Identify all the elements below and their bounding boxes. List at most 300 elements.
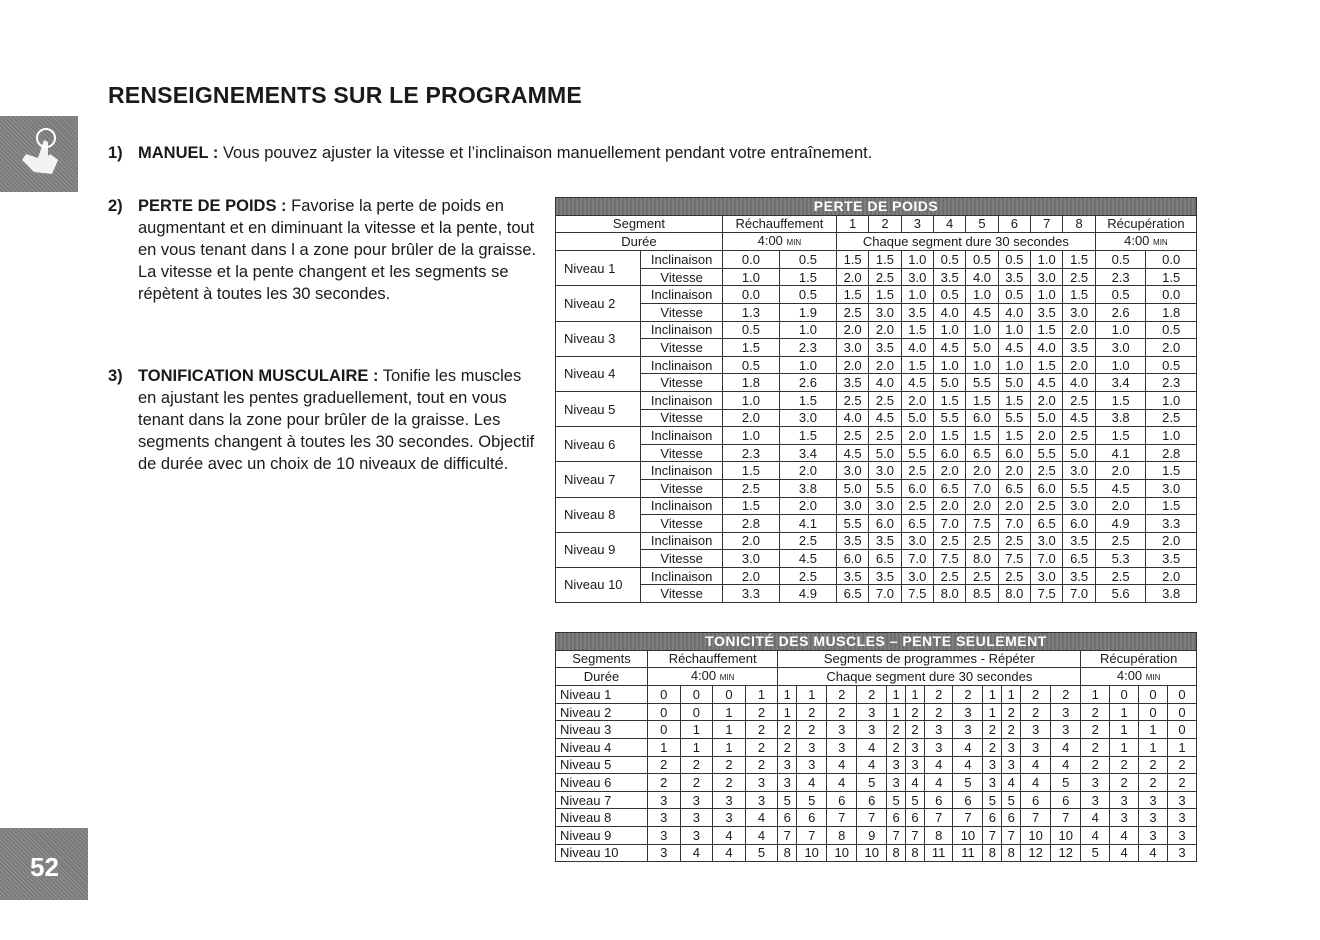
table-cell: 8: [924, 826, 953, 844]
level-label: Niveau 8: [556, 497, 641, 532]
table-cell: 2: [1002, 721, 1021, 739]
table-cell: 4.0: [1031, 339, 1063, 357]
table-cell: 6: [827, 791, 857, 809]
table-cell: 4: [1051, 738, 1081, 756]
table-cell: 1.5: [722, 497, 779, 515]
item-text: Tonifie les muscles en ajustant les pentes graduellement, tout en vous tenant dans la zone pour brûler de la graisse. Les segments changent à toutes les 30 secondes. Objectif de durée avec un choix de 10 niveaux de difficulté.: [138, 367, 535, 473]
table-cell: 6.5: [998, 479, 1030, 497]
row-type-label: Vitesse: [641, 374, 723, 392]
table-cell: 3.0: [869, 497, 901, 515]
table-cell: 2: [797, 703, 827, 721]
table-cell: 1.0: [1031, 286, 1063, 304]
table-cell: 5: [983, 791, 1002, 809]
table-cell: 4.1: [1095, 444, 1146, 462]
table-cell: 4: [745, 809, 778, 827]
column-header: 1: [836, 215, 868, 233]
level-label: Niveau 7: [556, 791, 648, 809]
table-cell: 3.5: [836, 374, 868, 392]
level-label: Niveau 9: [556, 532, 641, 567]
table-cell: 5: [778, 791, 797, 809]
table-cell: 3.5: [836, 532, 868, 550]
table-cell: 4: [713, 844, 746, 862]
level-label: Niveau 2: [556, 703, 648, 721]
table-cell: 3: [983, 774, 1002, 792]
table-cell: 1.5: [1146, 497, 1197, 515]
table-cell: 3: [887, 756, 906, 774]
table-cell: 1.5: [1031, 356, 1063, 374]
table-cell: 4: [953, 738, 983, 756]
table-cell: 2.5: [933, 532, 965, 550]
row-type-label: Vitesse: [641, 303, 723, 321]
table-cell: 5.0: [1031, 409, 1063, 427]
table-cell: 10: [953, 826, 983, 844]
table-cell: 2.0: [933, 462, 965, 480]
table-cell: 2: [745, 756, 778, 774]
table-cell: 3.0: [1063, 497, 1095, 515]
table-cell: 2: [745, 721, 778, 739]
table-cell: 6.0: [901, 479, 933, 497]
table-cell: 4: [1081, 826, 1110, 844]
table-cell: 5.3: [1095, 550, 1146, 568]
table-cell: 2.3: [1146, 374, 1197, 392]
table-cell: 1: [1139, 738, 1168, 756]
level-label: Niveau 1: [556, 251, 641, 286]
table-cell: 5.5: [1063, 479, 1095, 497]
table-cell: 3: [1002, 738, 1021, 756]
level-label: Niveau 6: [556, 774, 648, 792]
table-row: [556, 497, 1197, 515]
table-band-row: [556, 198, 1197, 216]
table-cell: 3: [827, 721, 857, 739]
table-cell: 1.5: [1063, 251, 1095, 269]
table-cell: 2.6: [779, 374, 836, 392]
table-cell: 3: [906, 738, 925, 756]
table-cell: 1: [887, 703, 906, 721]
warmup-duration: [647, 668, 777, 686]
table-cell: 0.0: [722, 251, 779, 269]
table-cell: 1.0: [722, 427, 779, 445]
column-header: 7: [1031, 215, 1063, 233]
table-cell: 1.0: [901, 251, 933, 269]
table-cell: 3.0: [1031, 268, 1063, 286]
column-header: 3: [901, 215, 933, 233]
item-number: 3): [108, 367, 123, 385]
table-cell: 3.0: [779, 409, 836, 427]
table-cell: 3.5: [1063, 532, 1095, 550]
table-cell: 2: [887, 738, 906, 756]
table-cell: 2.0: [869, 321, 901, 339]
item-label: MANUEL :: [138, 144, 219, 162]
column-header: Segments: [556, 650, 648, 668]
table-cell: 3.5: [1146, 550, 1197, 568]
table-cell: 0: [680, 686, 713, 704]
row-type-label: Inclinaison: [641, 497, 723, 515]
table-cell: 1.0: [722, 268, 779, 286]
table-cell: 1: [680, 738, 713, 756]
table-cell: 1.5: [1095, 391, 1146, 409]
table-cell: 1.5: [998, 391, 1030, 409]
table-cell: 2: [983, 738, 1002, 756]
table-row: [556, 409, 1197, 427]
table-row: [556, 738, 1197, 756]
table-cell: 1.5: [1146, 462, 1197, 480]
table-cell: 2: [924, 686, 953, 704]
table-cell: 3.4: [779, 444, 836, 462]
duration-value: 4:00: [690, 668, 717, 684]
table-row: [556, 251, 1197, 269]
table-cell: 2.0: [836, 268, 868, 286]
table-cell: 1.5: [966, 391, 998, 409]
table-cell: 2.3: [1095, 268, 1146, 286]
table-cell: 1.0: [933, 356, 965, 374]
item-number: 2): [108, 197, 123, 215]
min-unit: MIN: [1153, 238, 1168, 248]
table-cell: 2: [1110, 774, 1139, 792]
table-cell: 2.5: [998, 532, 1030, 550]
table-cell: 3: [1167, 809, 1196, 827]
table-cell: 7.0: [1063, 585, 1095, 603]
table-row: [556, 339, 1197, 357]
min-unit: MIN: [786, 238, 802, 248]
table-cell: 3: [745, 791, 778, 809]
table-cell: 2: [1002, 703, 1021, 721]
table-cell: 0.5: [933, 251, 965, 269]
table-cell: 1.0: [966, 321, 998, 339]
table-cell: 0.0: [722, 286, 779, 304]
table-cell: 2: [778, 721, 797, 739]
table-cell: 2.8: [722, 515, 779, 533]
table-cell: 2: [887, 721, 906, 739]
table-cell: 2.0: [779, 497, 836, 515]
table-row: [556, 286, 1197, 304]
table-cell: 2.0: [1146, 339, 1197, 357]
table-cell: 7: [887, 826, 906, 844]
table-cell: 7.5: [1031, 585, 1063, 603]
table-cell: 2.0: [1095, 497, 1146, 515]
row-type-label: Vitesse: [641, 268, 723, 286]
table-cell: 1: [983, 686, 1002, 704]
table-cell: 1.0: [1095, 356, 1146, 374]
table-cell: 1: [1081, 686, 1110, 704]
table-cell: 4: [680, 844, 713, 862]
table-cell: 2.5: [1063, 427, 1095, 445]
table-cell: 6: [857, 791, 887, 809]
table-cell: 3: [647, 844, 680, 862]
table-cell: 5: [1002, 791, 1021, 809]
table-cell: 6.5: [933, 479, 965, 497]
table-cell: 4.5: [869, 409, 901, 427]
table-row: [556, 532, 1197, 550]
item-text: Favorise la perte de poids en augmentant et en diminuant la vitesse et la pente, tout en vous tenant dans l a zone pour brûler de la graisse. La vitesse et la pente changent et les segments se répètent à toutes les 30 secondes.: [138, 197, 537, 303]
table-cell: 0: [680, 703, 713, 721]
table-cell: 1.5: [1146, 268, 1197, 286]
table-cell: 2: [953, 686, 983, 704]
table-cell: 11: [924, 844, 953, 862]
table-cell: 6: [953, 791, 983, 809]
table-cell: 4: [1081, 809, 1110, 827]
table-cell: 1.3: [722, 303, 779, 321]
table-cell: 1.0: [966, 286, 998, 304]
level-label: Niveau 3: [556, 321, 641, 356]
table-cell: 4: [1021, 774, 1051, 792]
table-cell: 2: [647, 756, 680, 774]
table-row: [556, 427, 1197, 445]
table-cell: 1.0: [901, 286, 933, 304]
table-row: [556, 479, 1197, 497]
table-cell: 0.5: [998, 286, 1030, 304]
table-cell: 1.5: [901, 321, 933, 339]
row-type-label: Vitesse: [641, 444, 723, 462]
level-label: Niveau 6: [556, 427, 641, 462]
table-cell: 2.5: [836, 303, 868, 321]
table-cell: 2.0: [933, 497, 965, 515]
table-cell: 1.5: [869, 286, 901, 304]
table-cell: 3.5: [869, 339, 901, 357]
table-row: [556, 721, 1197, 739]
table-row: [556, 826, 1197, 844]
table-cell: 6.5: [869, 550, 901, 568]
warmup-duration: [722, 233, 836, 251]
table-cell: 3.0: [1063, 462, 1095, 480]
table-cell: 0.5: [933, 286, 965, 304]
table-cell: 2.0: [1146, 567, 1197, 585]
table-cell: 7: [1002, 826, 1021, 844]
table-row: [556, 686, 1197, 704]
table-cell: 2: [1139, 756, 1168, 774]
table-cell: 2: [1081, 756, 1110, 774]
table-cell: 1.9: [779, 303, 836, 321]
table-cell: 1: [1139, 721, 1168, 739]
table-cell: 1.5: [998, 427, 1030, 445]
table-cell: 3: [647, 826, 680, 844]
table-cell: 7.0: [998, 515, 1030, 533]
table-cell: 8: [778, 844, 797, 862]
table-cell: 5.5: [901, 444, 933, 462]
table-cell: 0: [1167, 703, 1196, 721]
row-type-label: Vitesse: [641, 585, 723, 603]
table-cell: 6.5: [1063, 550, 1095, 568]
table-cell: 5: [953, 774, 983, 792]
item-number: 1): [108, 144, 123, 162]
table-cell: 0.5: [722, 356, 779, 374]
table-cell: 3.0: [1031, 567, 1063, 585]
table-cell: 3: [647, 809, 680, 827]
table-cell: 2.5: [779, 567, 836, 585]
table-cell: 0: [1139, 686, 1168, 704]
table-cell: 6: [797, 809, 827, 827]
table-cell: 3.0: [1063, 303, 1095, 321]
table-cell: 1: [1110, 703, 1139, 721]
table-cell: 2.3: [779, 339, 836, 357]
table-cell: 1.0: [966, 356, 998, 374]
table-cell: 8.0: [966, 550, 998, 568]
column-header: Réchauffement: [647, 650, 777, 668]
table-cell: 10: [1021, 826, 1051, 844]
item-label: PERTE DE POIDS :: [138, 197, 287, 215]
table-cell: 2: [680, 756, 713, 774]
table-cell: 3.0: [836, 339, 868, 357]
table-cell: 3.0: [901, 268, 933, 286]
table-cell: 0: [1110, 686, 1139, 704]
table-cell: 2: [1051, 686, 1081, 704]
table-cell: 7: [953, 809, 983, 827]
min-unit: MIN: [1145, 673, 1161, 683]
table-cell: 2.0: [1095, 462, 1146, 480]
table-cell: 3: [1139, 809, 1168, 827]
duration-value: 4:00: [1124, 233, 1150, 249]
table-cell: 0.5: [779, 286, 836, 304]
table-band: TONICITÉ DES MUSCLES – PENTE SEULEMENT: [556, 633, 1197, 651]
table-cell: 4.1: [779, 515, 836, 533]
table-cell: 7: [983, 826, 1002, 844]
table-cell: 3: [1167, 826, 1196, 844]
table-cell: 10: [797, 844, 827, 862]
table-cell: 4.5: [836, 444, 868, 462]
table-cell: 3: [680, 809, 713, 827]
table-cell: 2.0: [1031, 427, 1063, 445]
muscle-tone-table: [555, 632, 1197, 862]
table-cell: 7: [906, 826, 925, 844]
table-cell: 5: [906, 791, 925, 809]
table-cell: 3: [983, 756, 1002, 774]
table-cell: 2: [1167, 756, 1196, 774]
table-cell: 2.0: [836, 356, 868, 374]
table-cell: 1.0: [722, 391, 779, 409]
table-cell: 3: [953, 721, 983, 739]
table-cell: 5: [857, 774, 887, 792]
column-header: Réchauffement: [722, 215, 836, 233]
row-type-label: Vitesse: [641, 479, 723, 497]
table-cell: 0.5: [1146, 356, 1197, 374]
row-type-label: Inclinaison: [641, 356, 723, 374]
table-cell: 2.5: [836, 391, 868, 409]
table-cell: 1.5: [836, 286, 868, 304]
table-cell: 4: [1002, 774, 1021, 792]
table-cell: 4: [1110, 826, 1139, 844]
table-cell: 4: [827, 774, 857, 792]
table-cell: 3: [1002, 756, 1021, 774]
table-cell: 5.0: [998, 374, 1030, 392]
duration-value: 4:00: [1116, 668, 1143, 684]
table-cell: 6: [983, 809, 1002, 827]
level-label: Niveau 7: [556, 462, 641, 497]
table-cell: 7.0: [966, 479, 998, 497]
table-cell: 0: [713, 686, 746, 704]
table-cell: 1: [797, 686, 827, 704]
row-type-label: Inclinaison: [641, 567, 723, 585]
item-text: Vous pouvez ajuster la vitesse et l’inclinaison manuellement pendant votre entraînement.: [218, 144, 873, 162]
table-cell: 3: [1021, 721, 1051, 739]
table-cell: 0.5: [1146, 321, 1197, 339]
table-cell: 7: [827, 809, 857, 827]
table-cell: 2.5: [1063, 268, 1095, 286]
table-cell: 5: [1081, 844, 1110, 862]
table-cell: 6.0: [869, 515, 901, 533]
table-cell: 4.5: [998, 339, 1030, 357]
table-cell: 4: [797, 774, 827, 792]
table-cell: 6.0: [998, 444, 1030, 462]
table-cell: 5.6: [1095, 585, 1146, 603]
table-cell: 10: [857, 844, 887, 862]
table-cell: 7.0: [933, 515, 965, 533]
table-cell: 2: [778, 738, 797, 756]
table-cell: 6.0: [966, 409, 998, 427]
table-cell: 7: [1051, 809, 1081, 827]
table-cell: 7.0: [1031, 550, 1063, 568]
table-row: [556, 567, 1197, 585]
table-cell: 9: [857, 826, 887, 844]
table-cell: 1: [713, 703, 746, 721]
table-cell: 1.0: [933, 321, 965, 339]
table-cell: 1.0: [779, 356, 836, 374]
table-cell: 2: [906, 721, 925, 739]
table-cell: 7: [797, 826, 827, 844]
table-cell: 3.0: [1146, 479, 1197, 497]
table-cell: 2.3: [722, 444, 779, 462]
table-cell: 4: [1051, 756, 1081, 774]
column-header: 8: [1063, 215, 1095, 233]
level-label: Niveau 8: [556, 809, 648, 827]
table-cell: 5.5: [933, 409, 965, 427]
table-cell: 4.5: [1095, 479, 1146, 497]
table-cell: 6.5: [966, 444, 998, 462]
table-cell: 3: [1139, 791, 1168, 809]
table-cell: 3: [1110, 809, 1139, 827]
table-cell: 3.8: [1095, 409, 1146, 427]
table-cell: 5: [797, 791, 827, 809]
table-cell: 11: [953, 844, 983, 862]
level-label: Niveau 10: [556, 567, 641, 602]
table-cell: 0: [647, 703, 680, 721]
table-cell: 5.5: [1031, 444, 1063, 462]
table-cell: 2.0: [722, 409, 779, 427]
table-cell: 4: [745, 826, 778, 844]
table-cell: 1: [778, 686, 797, 704]
table-cell: 3.5: [998, 268, 1030, 286]
table-cell: 2: [1021, 686, 1051, 704]
table-cell: 3.0: [869, 462, 901, 480]
table-cell: 2.5: [779, 532, 836, 550]
table-cell: 2.5: [901, 462, 933, 480]
table-cell: 1: [887, 686, 906, 704]
table-cell: 3.3: [722, 585, 779, 603]
table-cell: 2.0: [901, 391, 933, 409]
table-cell: 1: [1167, 738, 1196, 756]
table-cell: 2: [647, 774, 680, 792]
table-cell: 4: [857, 738, 887, 756]
table-cell: 6.5: [901, 515, 933, 533]
hand-touch-icon: [0, 116, 78, 192]
table-cell: 0: [647, 686, 680, 704]
table-cell: 2.5: [1031, 462, 1063, 480]
table-cell: 2: [745, 703, 778, 721]
table-cell: 2.0: [966, 497, 998, 515]
table-cell: 1: [680, 721, 713, 739]
duration-label: Durée: [556, 233, 723, 251]
table-cell: 10: [1051, 826, 1081, 844]
table-cell: 3: [797, 756, 827, 774]
table-cell: 4: [1021, 756, 1051, 774]
table-cell: 8: [1002, 844, 1021, 862]
table-cell: 0.5: [998, 251, 1030, 269]
table-cell: 2.5: [1095, 567, 1146, 585]
table-cell: 2.5: [933, 567, 965, 585]
table-cell: 5.0: [966, 339, 998, 357]
row-type-label: Inclinaison: [641, 251, 723, 269]
table-cell: 0: [1139, 703, 1168, 721]
table-cell: 2.5: [1095, 532, 1146, 550]
table-cell: 4: [906, 774, 925, 792]
